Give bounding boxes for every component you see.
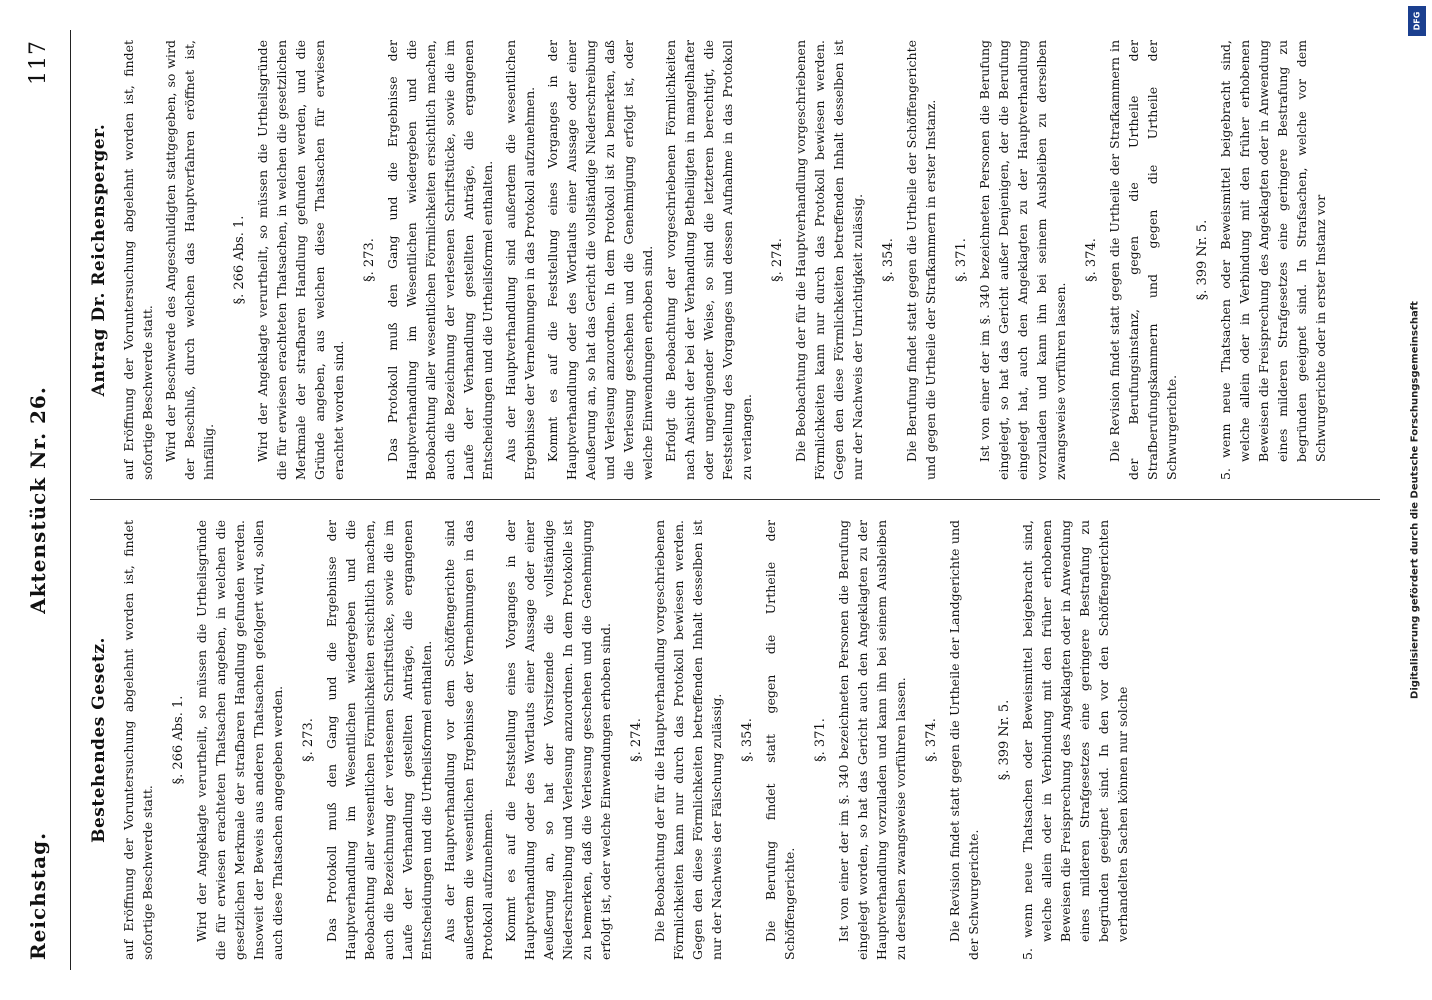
digitization-note	[1402, 0, 1428, 1000]
paragraph: Kommt es auf die Feststellung eines Vorganges in der Hauptverhandlung oder des Wortlauts einer Aussage oder einer Aeußerung an, so hat der Vorsitzende die vollständige Niederschreibung und Verlesung anzuordnen. In dem Protokolle ist zu bemerken, daß die Verlesung geschehen und die Genehmigung erfolgt ist, oder welche Einwendungen erhoben sind.	[503, 520, 613, 960]
paragraph: Die Revision findet statt gegen die Urtheile der Landgerichte und der Schwurgerichte.	[947, 520, 981, 960]
paragraph: Die Berufung findet statt gegen die Urtheile der Schöffengerichte.	[763, 520, 797, 960]
section-heading: §. 274.	[770, 238, 785, 282]
paragraph: 5. wenn neue Thatsachen oder Beweismittel beigebracht sind, welche allein oder in Verbindung mit den früher erhobenen Beweisen die Freisprechung des Angeklagten oder in Anwendung eines milderen Strafgesetzes eine geringere Bestrafung zu begründen geeignet sind. In den vor den Schöffengerichten verhandelten Sachen können nur solche	[1020, 520, 1130, 960]
paragraph: Ist von einer der im §. 340 bezeichneten Personen die Berufung eingelegt worden, so hat das Gericht auch den Angeklagten zu der Hauptverhandlung vorzuladen und kann ihn bei seinem Ausbleiben zu derselben zwangsweise vorführen lassen.	[836, 520, 908, 960]
header-center: Aktenstück Nr. 26.	[26, 386, 50, 614]
page-number: 117	[26, 40, 51, 85]
paragraph: Wird der Angeklagte verurtheilt, so müssen die Urtheilsgründe die für erwiesen erachteten Thatsachen angeben, in welchen die gesetzlichen Merkmale der strafbaren Handlung gefunden werden. Insoweit der Beweis aus anderen Thatsachen gefolgert wird, sollen auch diese Thatsachen angegeben werden.	[194, 520, 285, 960]
paragraph: Aus der Hauptverhandlung vor dem Schöffengerichte sind außerdem die wesentlichen Ergebnisse der Vernehmungen in das Protokoll aufzunehmen.	[442, 520, 495, 960]
paragraph: Die Revision findet statt gegen die Urtheile der Strafkammern in der Berufungsinstanz, gegen die Urtheile der Strafberufungskammern und gegen die Urtheile der Schwurgerichte.	[1107, 40, 1179, 480]
section-heading: §. 354.	[740, 718, 755, 762]
header-rule	[70, 30, 71, 970]
paragraph: Wird der Angeklagte verurtheilt, so müssen die Urtheilsgründe die für erwiesen erachteten Thatsachen, in welchen die gesetzlichen Merkmale der strafbaren Handlung gefunden werden, und die Gründe angeben, aus welchen diese Thatsachen für erwiesen erachtet worden sind.	[255, 40, 346, 480]
column-divider	[90, 499, 1380, 500]
section-heading: §. 374.	[1084, 238, 1099, 282]
running-header	[18, 0, 58, 1000]
paragraph: Die Beobachtung der für die Hauptverhandlung vorgeschriebenen Förmlichkeiten kann nur durch das Protokoll bewiesen werden. Gegen den diese Förmlichkeiten betreffenden Inhalt desselben ist nur der Nachweis der Fälschung zulässig.	[652, 520, 724, 960]
paragraph: Ist von einer der im §. 340 bezeichneten Personen die Berufung eingelegt, so hat das Gericht außer Denjenigen, der die Berufung eingelegt hat, auch den Angeklagten zu der Hauptverhandlung vorzuladen und kann ihn bei seinem Ausbleiben zu derselben zwangsweise vorführen lassen.	[977, 40, 1068, 480]
section-heading: §. 354.	[881, 238, 896, 282]
paragraph: Kommt es auf die Feststellung eines Vorganges in der Hauptverhandlung oder des Wortlauts einer Aussage oder einer Aeußerung an, so hat das Gericht die vollständige Niederschreibung und Verlesung anzuordnen. In dem Protokoll ist zu bemerken, daß die Verlesung geschehen und die Genehmigung erfolgt ist, oder welche Einwendungen erhoben sind.	[545, 40, 655, 480]
paragraph: Die Berufung findet statt gegen die Urtheile der Schöffengerichte und gegen die Urtheile der Strafkammern in erster Instanz.	[904, 40, 938, 480]
left-column	[90, 520, 1136, 960]
right-column-title: Antrag Dr. Reichensperger.	[89, 123, 109, 397]
paragraph: auf Eröffnung der Voruntersuchung abgelehnt worden ist, findet sofortige Beschwerde statt.	[121, 520, 155, 960]
section-heading: §. 371.	[813, 718, 828, 762]
right-column	[90, 40, 1334, 480]
paragraph: 5. wenn neue Thatsachen oder Beweismittel beigebracht sind, welche allein oder in Verbindung mit den früher erhobenen Beweisen die Freisprechung des Angeklagten oder in Anwendung eines milderen Strafgesetzes eine geringere Bestrafung zu begründen geeignet sind. In Strafsachen, welche vor dem Schwurgerichte oder in erster Instanz vor	[1218, 40, 1328, 480]
paragraph: Erfolgt die Beobachtung der vorgeschriebenen Förmlichkeiten nach Ansicht der bei der Verhandlung Betheiligten in mangelhafter oder ungenügender Weise, so sind die letzteren berechtigt, die Feststellung des Vorganges und dessen Aufnahme in das Protokoll zu verlangen.	[663, 40, 754, 480]
section-heading: §. 374.	[924, 718, 939, 762]
section-heading: §. 371.	[954, 238, 969, 282]
left-column-title: Bestehendes Gesetz.	[89, 637, 109, 843]
section-heading: §. 399 Nr. 5.	[1195, 219, 1210, 301]
paragraph: Das Protokoll muß den Gang und die Ergebnisse der Hauptverhandlung im Wesentlichen wiedergeben und die Beobachtung aller wesentlichen Förmlichkeiten ersichtlich machen, auch die Bezeichnung der verlesenen Schriftstücke, sowie die im Laufe der Verhandlung gestellten Anträge, die ergangenen Entscheidungen und die Urtheilsformel enthalten.	[324, 520, 434, 960]
section-heading: §. 274.	[629, 718, 644, 762]
paragraph: Wird der Beschwerde des Angeschuldigten stattgegeben, so wird der Beschluß, durch welchen das Hauptverfahren eröffnet ist, hinfällig.	[163, 40, 216, 480]
section-heading: §. 266 Abs. 1.	[232, 215, 247, 305]
paragraph: auf Eröffnung der Voruntersuchung abgelehnt worden ist, findet sofortige Beschwerde statt.	[121, 40, 155, 480]
paragraph: Aus der Hauptverhandlung sind außerdem die wesentlichen Ergebnisse der Vernehmungen in das Protokoll aufzunehmen.	[503, 40, 537, 480]
section-heading: §. 273.	[301, 718, 316, 762]
section-heading: §. 273.	[362, 238, 377, 282]
section-heading: §. 399 Nr. 5.	[997, 699, 1012, 781]
digitization-note-text: Digitalisierung gefördert durch die Deutsche Forschungsgemeinschaft	[1409, 301, 1421, 699]
paragraph: Das Protokoll muß den Gang und die Ergebnisse der Hauptverhandlung im Wesentlichen wiedergeben und die Beobachtung aller wesentlichen Förmlichkeiten ersichtlich machen, auch die Bezeichnung der verlesenen Schriftstücke, sowie die im Laufe der Verhandlung gestellten Anträge, die ergangenen Entscheidungen und die Urtheilsformel enthalten.	[385, 40, 495, 480]
section-heading: §. 266 Abs. 1.	[171, 695, 186, 785]
dfg-logo-text: DFG	[1412, 11, 1422, 31]
dfg-logo	[1408, 6, 1426, 36]
header-left: Reichstag.	[26, 831, 50, 960]
paragraph: Die Beobachtung der für die Hauptverhandlung vorgeschriebenen Förmlichkeiten kann nur durch das Protokoll bewiesen werden. Gegen den diese Förmlichkeiten betreffenden Inhalt desselben ist nur der Nachweis der Unrichtigkeit zulässig.	[793, 40, 865, 480]
